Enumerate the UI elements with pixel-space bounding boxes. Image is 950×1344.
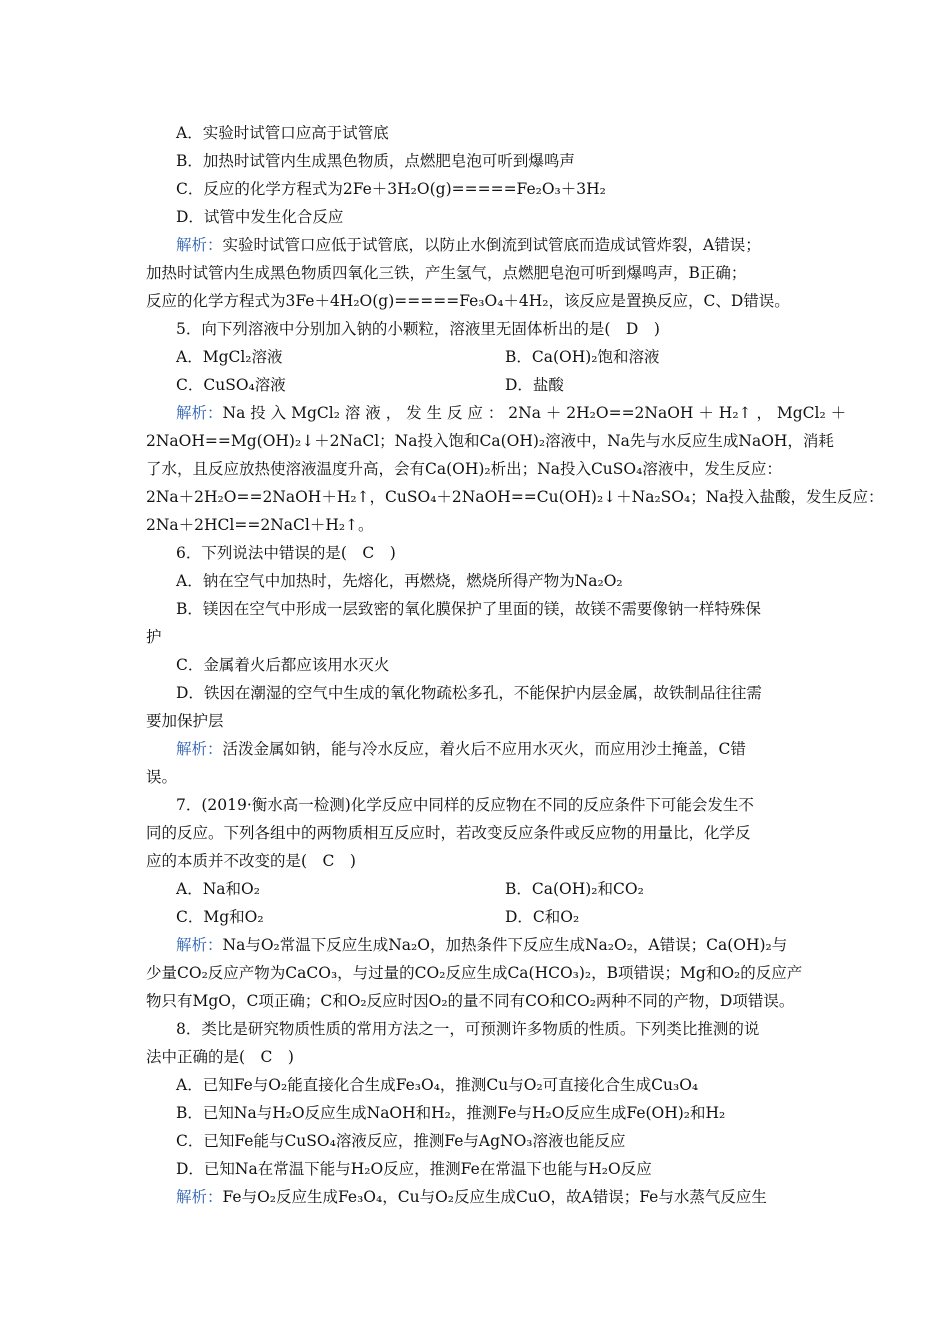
question-5: 5．向下列溶液中分别加入钠的小颗粒，溶液里无固体析出的是( D ) xyxy=(176,320,660,338)
analysis-text: Na与O₂常温下反应生成Na₂O，加热条件下反应生成Na₂O₂，A错误；Ca(OH)₂与 xyxy=(222,936,788,954)
option-b-cont: 护 xyxy=(146,628,162,646)
analysis-line: 反应的化学方程式为3Fe＋4H₂O(g)=====Fe₃O₄＋4H₂，该反应是置换反应，C、D错误。 xyxy=(146,292,790,310)
option-a: A．钠在空气中加热时，先熔化，再燃烧，燃烧所得产物为Na₂O₂ xyxy=(176,572,623,590)
option-d: D．已知Na在常温下能与H₂O反应，推测Fe在常温下也能与H₂O反应 xyxy=(176,1160,652,1178)
option-row-right: B．Ca(OH)₂和CO₂ xyxy=(505,880,644,898)
analysis-line: 加热时试管内生成黑色物质四氧化三铁，产生氢气，点燃肥皂泡可听到爆鸣声，B正确； xyxy=(146,264,747,282)
analysis-label: 解析： xyxy=(176,740,223,758)
analysis-line xyxy=(176,935,846,955)
question-7-cont: 同的反应。下列各组中的两物质相互反应时，若改变反应条件或反应物的用量比，化学反 xyxy=(146,824,751,842)
option-b: B．加热时试管内生成黑色物质，点燃肥皂泡可听到爆鸣声 xyxy=(176,152,575,170)
option-c: C．已知Fe能与CuSO₄溶液反应，推测Fe与AgNO₃溶液也能反应 xyxy=(176,1132,626,1150)
analysis-label: 解析： xyxy=(176,936,223,954)
option-a: A．已知Fe与O₂能直接化合生成Fe₃O₄，推测Cu与O₂可直接化合生成Cu₃O₄ xyxy=(176,1076,699,1094)
option-row: A．Na和O₂ xyxy=(176,880,260,898)
analysis-line xyxy=(176,1187,846,1207)
analysis-text: 活泼金属如钠，能与冷水反应，着火后不应用水灭火，而应用沙土掩盖，C错 xyxy=(222,740,746,758)
analysis-line xyxy=(176,235,846,255)
option-c: C．反应的化学方程式为2Fe＋3H₂O(g)=====Fe₂O₃＋3H₂ xyxy=(176,180,606,198)
option-d-cont: 要加保护层 xyxy=(146,712,224,730)
option-a: A．实验时试管口应高于试管底 xyxy=(176,124,389,142)
analysis-line: 2Na＋2H₂O==2NaOH＋H₂↑，CuSO₄＋2NaOH==Cu(OH)₂↓＋Na₂SO₄；Na投入盐酸，发生反应： xyxy=(146,488,884,506)
option-row-right: D．盐酸 xyxy=(505,376,564,394)
question-7-cont: 应的本质并不改变的是( C ) xyxy=(146,852,356,870)
analysis-label: 解析： xyxy=(176,236,223,254)
option-d: D．试管中发生化合反应 xyxy=(176,208,344,226)
option-row-right: B．Ca(OH)₂饱和溶液 xyxy=(505,348,660,366)
option-row: C．CuSO₄溶液 xyxy=(176,376,286,394)
analysis-label: 解析： xyxy=(176,404,223,422)
analysis-line xyxy=(176,739,846,759)
analysis-line: 了水，且反应放热使溶液温度升高，会有Ca(OH)₂析出；Na投入CuSO₄溶液中，发生反应： xyxy=(146,460,782,478)
question-6: 6．下列说法中错误的是( C ) xyxy=(176,544,396,562)
analysis-text: Fe与O₂反应生成Fe₃O₄，Cu与O₂反应生成CuO，故A错误；Fe与水蒸气反应生 xyxy=(222,1188,767,1206)
question-8: 8．类比是研究物质性质的常用方法之一，可预测许多物质的性质。下列类比推测的说 xyxy=(176,1020,760,1038)
analysis-line: 少量CO₂反应产物为CaCO₃，与过量的CO₂反应生成Ca(HCO₃)₂，B项错误；Mg和O₂的反应产 xyxy=(146,964,803,982)
analysis-line: 2NaOH==Mg(OH)₂↓＋2NaCl；Na投入饱和Ca(OH)₂溶液中，Na先与水反应生成NaOH，消耗 xyxy=(146,432,834,450)
analysis-text: Na 投 入 MgCl₂ 溶 液 ， 发 生 反 应 ： 2Na ＋ 2H₂O==2NaOH ＋ H₂↑ ， MgCl₂ ＋ xyxy=(222,404,847,422)
analysis-line: 2Na＋2HCl==2NaCl＋H₂↑。 xyxy=(146,516,374,534)
question-8-cont: 法中正确的是( C ) xyxy=(146,1048,294,1066)
option-b: B．镁因在空气中形成一层致密的氧化膜保护了里面的镁，故镁不需要像钠一样特殊保 xyxy=(176,600,761,618)
option-d: D．铁因在潮湿的空气中生成的氧化物疏松多孔，不能保护内层金属，故铁制品往往需 xyxy=(176,684,762,702)
analysis-line xyxy=(176,403,846,423)
question-7: 7．(2019·衡水高一检测)化学反应中同样的反应物在不同的反应条件下可能会发生不 xyxy=(176,796,754,814)
option-c: C．金属着火后都应该用水灭火 xyxy=(176,656,390,674)
analysis-line: 物只有MgO，C项正确；C和O₂反应时因O₂的量不同有CO和CO₂两种不同的产物，D项错误。 xyxy=(146,992,795,1010)
analysis-text: 实验时试管口应低于试管底，以防止水倒流到试管底而造成试管炸裂，A错误； xyxy=(222,236,761,254)
option-row: C．Mg和O₂ xyxy=(176,908,264,926)
option-b: B．已知Na与H₂O反应生成NaOH和H₂，推测Fe与H₂O反应生成Fe(OH)₂和H₂ xyxy=(176,1104,726,1122)
option-row-right: D．C和O₂ xyxy=(505,908,580,926)
analysis-line: 误。 xyxy=(146,768,178,786)
option-row: A．MgCl₂溶液 xyxy=(176,348,283,366)
analysis-label: 解析： xyxy=(176,1188,223,1206)
